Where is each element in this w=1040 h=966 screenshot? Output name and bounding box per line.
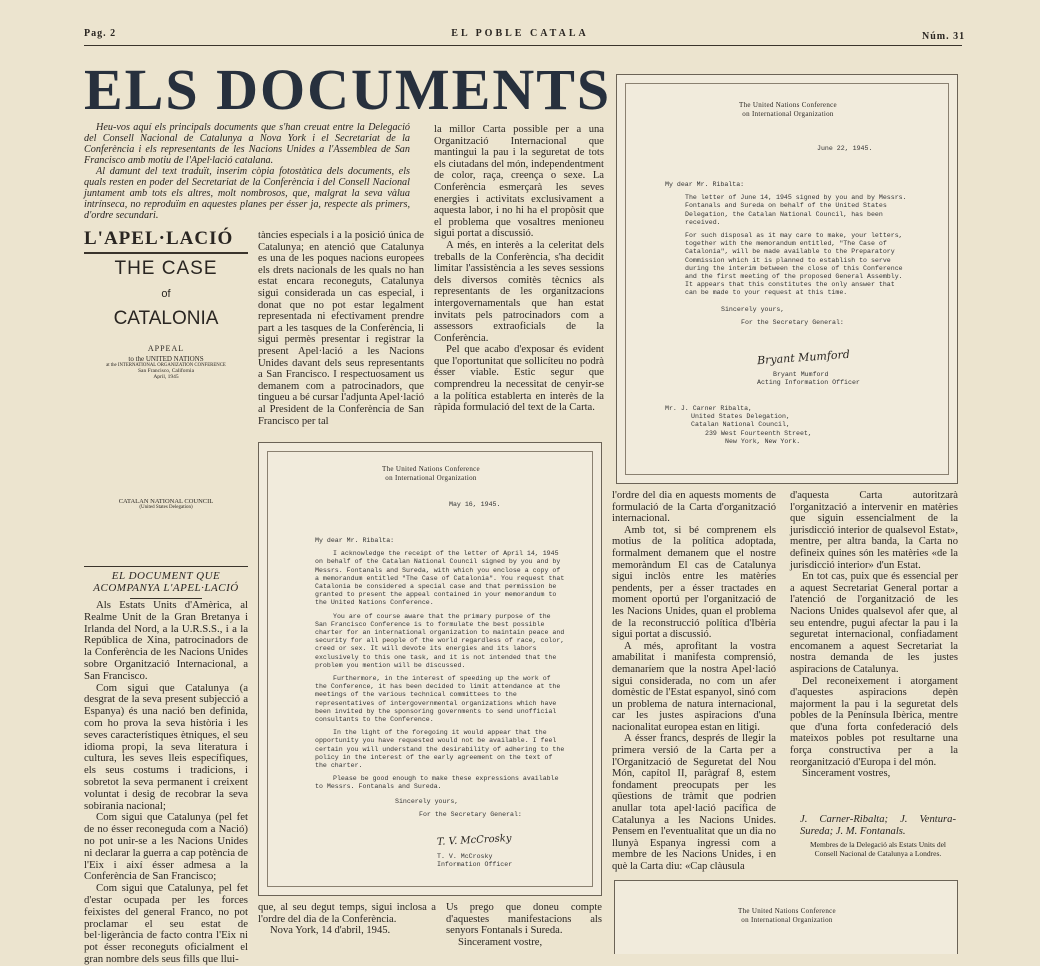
- col3-text: [434, 124, 604, 430]
- col3-paragraph: A més, en interès a la celeritat dels treballs de la Conferència, s'ha decidit limitar l'assistència a les seves sessions dels diversos comitès tècnics als representants de les organitzacions intergovernamentals que han estat invitats pels patrocinadors com a assessors extraoficials de la Conferència.: [434, 239, 604, 344]
- letter-address: [665, 405, 812, 446]
- col3-bottom-paragraph: Us prego que doneu compte d'aquestes manifestacions als senyors Fontanals i Sureda.: [446, 902, 602, 937]
- letter-signatory: [437, 853, 512, 869]
- cover-rule: [84, 252, 248, 254]
- section-title: EL DOCUMENT QUE ACOMPANYA L'APEL·LACIÓ: [93, 570, 239, 594]
- address-line: Mr. J. Carner Ribalta,: [665, 405, 753, 412]
- col2-bottom-paragraph: Nova York, 14 d'abril, 1945.: [270, 925, 391, 937]
- letter-org: [259, 465, 603, 483]
- header-rule: [84, 45, 962, 46]
- letter-body: [665, 181, 909, 332]
- letter-paragraph: For such disposal as it may care to make, your letters, together with the memorandum entitled, "The Case of Catalonia", will be made available to the Preparatory Commission which it is planned to establish to serve during the interim between the close of this Conference and the first meeting of the proposed General Assembly. It appears that this constitutes the only answer that can be made to your request at this time.: [685, 232, 903, 297]
- col1-paragraph: Com sigui que Catalunya (pel fet de no ésser reconeguda com a Nació) no pot unir-se a les Nacions Unides ni declarar la guerra a cap potència de l'Eix i així ésser admesa a la Conferència de San Francisco;: [84, 811, 248, 883]
- letter-salutation: My dear Mr. Ribalta:: [315, 537, 395, 544]
- letter-paragraph: The letter of June 14, 1945 signed by you and by Messrs. Fontanals and Sureda on behalf of the United States Delegation, the Catalan National Council, has been received.: [685, 194, 907, 226]
- letter-org-line: The United Nations Conference: [739, 101, 837, 109]
- col1-text: [84, 599, 248, 965]
- intro-text: [84, 122, 410, 221]
- cover-case: THE CASE: [114, 258, 218, 279]
- intro-paragraph: Al damunt del text traduït, inserim còpia fotostàtica dels documents, els quals resten en poder del Secretariat de la Conferència i del Consell Nacional juntament amb tots els altres, molt nombrosos, que, malgrat la seva vàlua intrínseca, no reproduïm en aquestes planes per ésser ja, respecte als primers, d'ordre secundari.: [84, 166, 410, 221]
- letter-paragraph: You are of course aware that the primary purpose of the San Francisco Conference is to formulate the best possible charter for an international organization to maintain peace and security for all people of the world regardless of race, color, creed or sex. It will devote its energies and its labors exclusively to this one task, and it is not intended that the problem you mention will be discussed.: [315, 612, 565, 669]
- letter-third: [614, 880, 958, 954]
- col1-paragraph: Com sigui que Catalunya, pel fet d'estar ocupada per les forces feixistes del general Franco, no pot proclamar el seu estat de bel·ligerància de facto contra l'Eix ni pot ésser reconeguts oficialment el gran nombre dels seus fills que llui-: [84, 882, 248, 965]
- letter-for: For the Secretary General:: [741, 318, 844, 326]
- cover-catalonia: CATALONIA: [113, 308, 219, 329]
- letter-june-22: [616, 74, 958, 484]
- cover-date: April, 1945: [153, 374, 179, 380]
- col5-text: [790, 490, 958, 810]
- col4-text: [612, 490, 776, 876]
- col4-paragraph: Amb tot, si bé comprenem els motius de la política adoptada, formalment demanem que el nostre memoràndum El cas de Catalunya sigui inclòs entre les matèries pendents, per a ésser tractades en moment oportú per l'organització de les Nacions Unides, quan el problema de la reconstrucció política d'Ibèria sigui portat a discussió.: [612, 524, 776, 641]
- newspaper-name: EL POBLE CATALA: [451, 28, 589, 39]
- appeal-cover: [84, 228, 248, 510]
- letter-salutation: My dear Mr. Ribalta:: [665, 181, 745, 188]
- col3-paragraph: la millor Carta possible per a una Organització Internacional que mantingui la pau i la seguretat de tots els ciutadans del món, independentment de color, raça, creença o sexe. La Conferència esmerçarà les seves energies i activitats exclusivament a aquesta labor, i no hi ha el propòsit que el problema que vosaltres menioneu sigui portat a discussió.: [434, 124, 604, 240]
- letter-paragraph: I acknowledge the receipt of the letter of April 14, 1945 on behalf of the Catalan National Council signed by you and by Messrs. Fontanals and Sureda, with which you enclose a copy of a memorandum entitled "The Case of Catalonia". You request that Catalonia be considered a special case and that permission be granted to present the appeal contained in your memorandum to the United Nations Conference.: [315, 550, 565, 607]
- page-number: Pag. 2: [84, 28, 117, 39]
- letter-paragraph: Furthermore, in the interest of speeding up the work of the Conference, it has been decided to limit attendance at the meetings of the various technical committees to the representatives of intergovernmental organizations which have been invited by the sponsoring governments to send unofficial consultants to the Conference.: [315, 675, 561, 724]
- issue-number: Núm. 31: [922, 31, 966, 42]
- col3-bottom-paragraph: Sincerament vostre,: [458, 936, 543, 948]
- col4-paragraph: l'ordre del dia en aquests moments de formulació de la Carta d'organització internacional.: [612, 490, 776, 525]
- cover-apel: L'APEL·LACIÓ: [84, 228, 234, 249]
- letter-role: Acting Information Officer: [757, 379, 860, 387]
- cover-appeal: APPEAL: [147, 344, 185, 353]
- cover-to: to the UNITED NATIONS: [128, 355, 204, 363]
- cover-of: of: [161, 288, 171, 300]
- letter-date: June 22, 1945.: [817, 145, 873, 152]
- col2-text: [258, 230, 424, 430]
- cover-at: at the INTERNATIONAL ORGANIZATION CONFERENCE: [106, 363, 226, 368]
- address-line: United States Delegation,: [691, 413, 790, 421]
- col5-paragraph: d'aquesta Carta autoritzarà l'organització a intervenir en matèries que siguin essencialment de la jurisdicció interior de qualsevol Estat», mentre, per altra banda, la Carta no defineix quines són les matèries «de la jurisdicció interior» d'un Estat.: [790, 490, 958, 571]
- address-line: 239 West Fourteenth Street,: [705, 429, 812, 437]
- cover-place: San Francisco, California: [137, 368, 195, 374]
- letter-closing: Sincerely yours,: [721, 305, 785, 313]
- signers: J. Carner-Ribalta; J. Ventura-Sureda; J. M. Fontanals.: [800, 814, 956, 837]
- page-title: ELS DOCUMENTS: [84, 57, 612, 122]
- letter-role: Information Officer: [437, 861, 513, 869]
- letter-org-line: on International Organization: [385, 474, 477, 482]
- signers-note: Membres de la Delegació als Estats Units del Consell Nacional de Catalunya a Londres.: [809, 840, 946, 858]
- letter-paragraph: Please be good enough to make these expressions available to Messrs. Fontanals and Sureda.: [315, 775, 559, 791]
- letter-org-line: on International Organization: [742, 110, 834, 118]
- col5-paragraph: Sincerament vostres,: [802, 768, 891, 780]
- letter-name: Bryant Mumford: [773, 371, 829, 378]
- intro-paragraph: Heu-vos aquí els principals documents que s'han creuat entre la Delegació del Consell Nacional de Catalunya a Nova York i el Secretariat de la Conferència i els representants de les Nacions Unides a l'Assemblea de San Francisco amb motiu de l'Apel·lació catalana.: [84, 122, 410, 166]
- letter-date: May 16, 1945.: [449, 501, 501, 508]
- letter-name: T. V. McCrosky: [437, 853, 493, 860]
- col1-paragraph: Com sigui que Catalunya (a desgrat de la seva present subjecció a Espanya) és una nació ben definida, com ho prova la seva història i les seves característiques ètniques, el seu idioma propi, la seva literatura i cultura, les seves lleis específiques, els seus costums i tradicions, i sobretot la seva permanent i creixent voluntat i desig de recobrar la seva sobirania nacional;: [84, 681, 248, 812]
- letter-signature: Bryant Mumford: [756, 347, 851, 368]
- cover-council: CATALAN NATIONAL COUNCIL: [118, 498, 214, 505]
- letter-for: For the Secretary General:: [419, 810, 522, 818]
- section-rule: [84, 566, 248, 567]
- cover-delegation: (United States Delegation): [139, 505, 193, 510]
- col3-bottom-text: [446, 902, 602, 954]
- letter-signature: T. V. McCrosky: [436, 833, 512, 848]
- col3-paragraph: Pel que acabo d'exposar és evident que l'oportunitat que sollicíteu no podrà ésser viable. Estic segur que comprendreu la necessitat de cenyir-se a la política establerta en interès de la ràpida formulació del text de la Carta.: [434, 344, 604, 414]
- letter-org: [615, 907, 959, 925]
- letter-org-line: on International Organization: [741, 916, 833, 924]
- letter-closing: Sincerely yours,: [395, 797, 459, 805]
- address-line: Catalan National Council,: [691, 421, 790, 429]
- letter-org: [617, 101, 959, 119]
- col5-paragraph: Del reconeixement i atorgament d'aquestes aspiracions depèn majorment la pau i la seguretat dels pobles de la Península Ibèrica, mentre que d'una forta confederació dels mateixos pobles pot resultarne una força constructiva per a la reorganització d'Europa i del món.: [790, 675, 958, 768]
- col2-bottom-text: [258, 902, 436, 954]
- letter-paragraph: In the light of the foregoing it would appear that the opportunity you have requested would not be available. I feel certain you will understand the desirability of adhering to the policy in the interest of the early agreement on the text of the charter.: [315, 729, 565, 770]
- col2-paragraph: tàncies especials i a la posició única de Catalunya; en atenció que Catalunya es una de les poques nacions europees els drets nacionals de les quals no han estat encara reconeguts, Catalunya sigui considerada un cas especial, i donat que no pot estar legalment representada ni efectivament prendre part a les tasques de la Conferència, li sigui permès presentar i registrar la present Apel·lació a les Nacions Unides davant dels seus representants a San Francisco. I respectuosament us demanem com a patrocinadors, que tingueu a bé cursar l'adjunta Apel·lació al President de la Conferència de San Francisco per tal: [258, 230, 424, 427]
- letter-org-line: The United Nations Conference: [382, 465, 480, 473]
- letter-body: [315, 537, 565, 824]
- col5-paragraph: En tot cas, puix que és essencial per a aquest Secretariat General portar a l'atenció de l'organització de les Nacions Unides qualsevol afer que, al seu entendre, pugui afectar la pau i la seguretat internacional, confiadament encomanem a aquest Secretariat la nostra demanda de les justes aspiracions de Catalunya.: [790, 571, 958, 675]
- col1-paragraph: Als Estats Units d'Amèrica, al Realme Unit de la Gran Bretanya i Irlanda del Nord, a la U.R.S.S., i a la República de Xina, patrocinadors de la Conferència de les Nacions Unides sobre Organització Internacional, a San Francisco.: [84, 599, 248, 682]
- col2-bottom-paragraph: que, al seu degut temps, sigui inclosa a l'ordre del dia de la Conferència.: [258, 902, 436, 925]
- col4-paragraph: A més, aprofitant la vostra amabilitat i manifesta comprensió, demanaríem que la nostra Apel·lació sigui considerada, no com un afer domèstic de l'Estat espanyol, sinó com un problema de natura internacional, car les justes aspiracions d'una nacionalitat europea estan en litigi.: [612, 640, 776, 733]
- col4-paragraph: A ésser francs, després de llegir la primera versió de la Carta per a l'Organització de Seguretat del Nou Món, capítol II, paràgraf 8, estem fondament preocupats per les qüestions de tràmit que podrien anullar tota apel·lació pacífica de Catalunya a les Nacions Unides. Pensem en l'eventualitat que un dia no llunyà Espanya ingressi com a membre de les Nacions Unides, i en què la Carta diu: «Cap clàusula: [612, 733, 776, 872]
- address-line: New York, New York.: [725, 437, 801, 445]
- letter-signatory: [757, 371, 860, 387]
- letter-org-line: The United Nations Conference: [738, 907, 836, 915]
- letter-may-16: [258, 442, 602, 896]
